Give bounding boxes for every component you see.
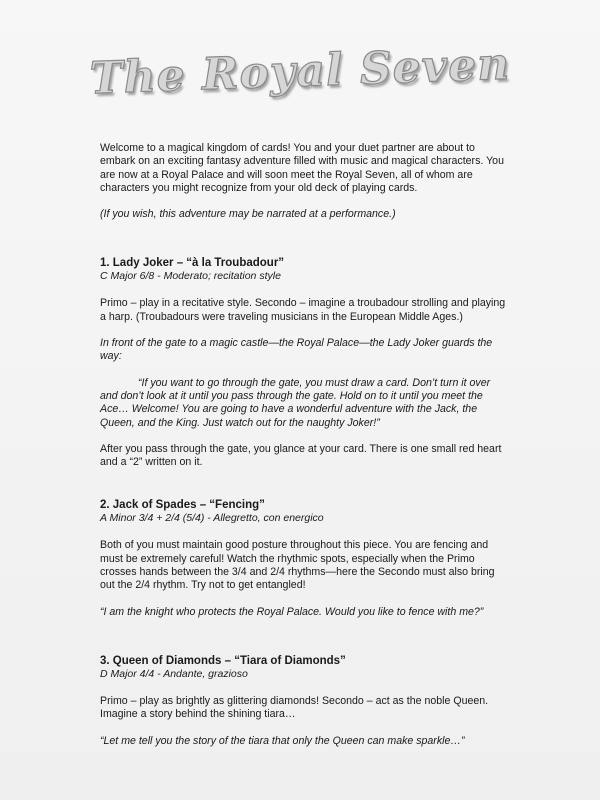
document-body <box>100 142 510 784</box>
section-paragraph: Both of you must maintain good posture throughout this piece. You are fencing and must be extremely careful! Watch the rhythmic spots, especially when the Primo crosses hands between the 3/4 and 2/4 rhythms—here the Secondo must also bring out the 2/4 rhythm. Try not to get entangled! <box>100 539 495 592</box>
character-quote: “I am the knight who protects the Royal Palace. Would you like to fence with me?” <box>100 605 484 618</box>
section-paragraph: After you pass through the gate, you glance at your card. There is one small red heart and a “2” written on it. <box>100 442 502 469</box>
section-subtitle: D Major 4/4 - Andante, grazioso <box>100 667 248 680</box>
section-title: 3. Queen of Diamonds – “Tiara of Diamonds” <box>100 654 346 667</box>
narration-text: In front of the gate to a magic castle—the Royal Palace—the Lady Joker guards the way: <box>100 337 493 363</box>
section-subtitle: C Major 6/8 - Moderato; recitation style <box>100 270 281 283</box>
section-subtitle: A Minor 3/4 + 2/4 (5/4) - Allegretto, con energico <box>100 512 324 525</box>
section-paragraph: Primo – play as brightly as glittering diamonds! Secondo – act as the noble Queen. Imagine a story behind the shining tiara… <box>100 694 489 721</box>
section-jack-of-spades <box>100 499 510 618</box>
section-title: 1. Lady Joker – “à la Troubadour” <box>100 257 285 270</box>
narration-note: (If you wish, this adventure may be narrated at a performance.) <box>100 208 396 221</box>
character-quote: “If you want to go through the gate, you must draw a card. Don’t turn it over and don’t look at it until you pass through the gate. Hold on to it until you meet the Ace… Welcome! You are going to have a wonderful adventure with the Jack, the Queen, and the King. Just watch out for the naughty Joker!” <box>100 376 491 429</box>
page-title: The Royal Seven <box>89 38 511 105</box>
section-paragraph: Primo – play in a recitative style. Secondo – imagine a troubadour strolling and playing a harp. (Troubadours were traveling musicians in the European Middle Ages.) <box>100 297 506 323</box>
character-quote: “Let me tell you the story of the tiara that only the Queen can make sparkle…” <box>100 734 465 747</box>
section-title: 2. Jack of Spades – “Fencing” <box>100 499 265 512</box>
section-queen-of-diamonds <box>100 655 510 748</box>
intro-paragraph: Welcome to a magical kingdom of cards! You and your duet partner are about to embark on an exciting fantasy adventure filled with music and magical characters. You are now at a Royal Palace and will soon meet the Royal Seven, all of whom are characters you might recognize from your old deck of playing cards. <box>100 142 504 194</box>
section-lady-joker <box>100 257 510 469</box>
